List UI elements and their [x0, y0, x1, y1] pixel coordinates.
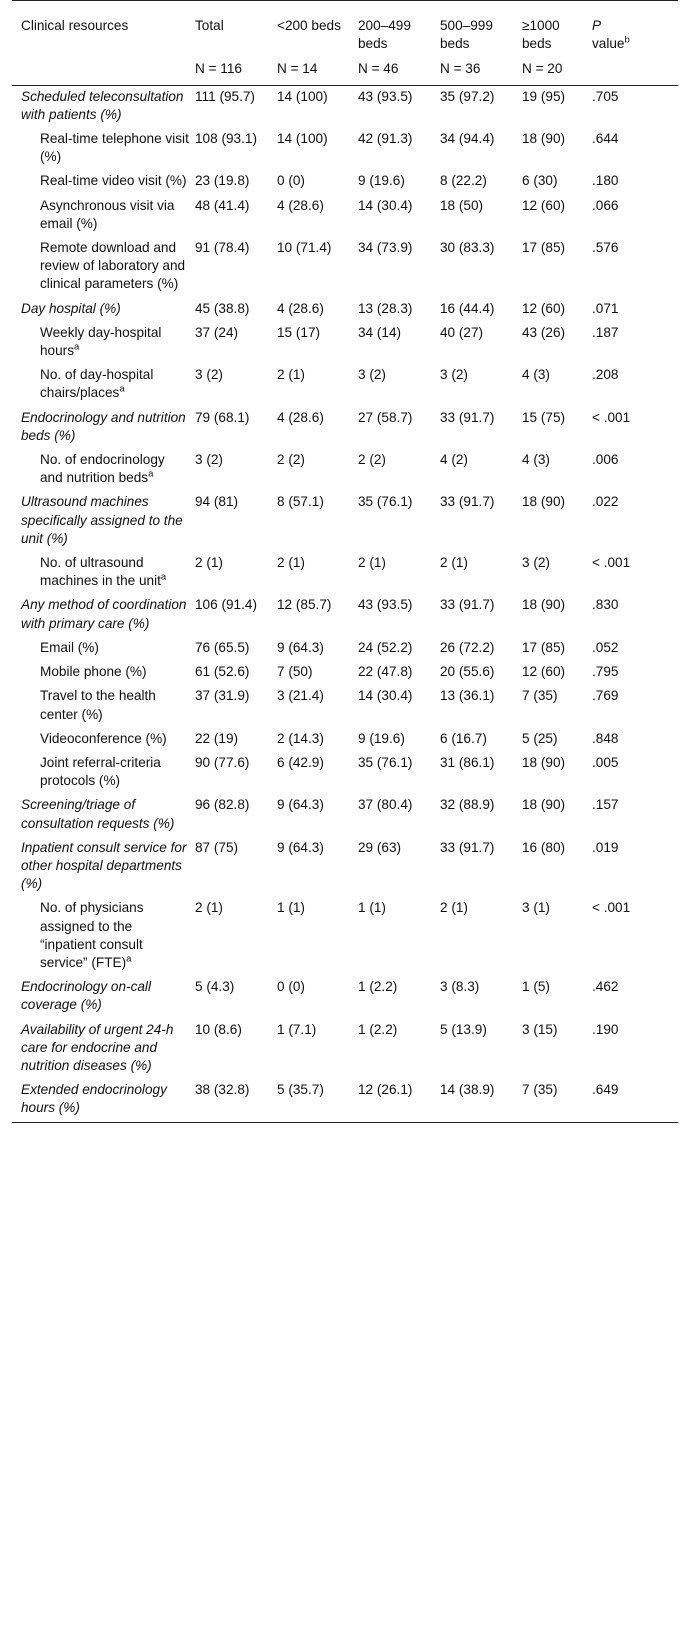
row-label: Weekly day-hospital hours [40, 324, 162, 359]
cell-p-value: .180 [592, 173, 619, 189]
cell-p-value: .157 [592, 797, 619, 813]
cell-total: 61 (52.6) [195, 664, 250, 680]
row-label-cell [12, 85, 195, 128]
row-label-cell [12, 794, 195, 836]
cell-p-value: .005 [592, 754, 619, 770]
cell-total: 111 (95.7) [195, 88, 255, 104]
cell-ge1000-beds: 17 (85) [522, 240, 566, 256]
cell-p-value: .019 [592, 839, 619, 855]
cell-500-999-beds: 3 (2) [440, 367, 468, 383]
cell-200-499-beds: 1 (1) [358, 900, 386, 916]
cell-200-499-beds: 14 (30.4) [358, 197, 413, 213]
row-label: Scheduled teleconsultation with patients (%) [21, 88, 184, 122]
cell-total: 94 (81) [195, 494, 239, 510]
row-label: Mobile phone (%) [40, 664, 147, 680]
cell-ge1000-beds: 12 (60) [522, 664, 566, 680]
cell-total: 2 (1) [195, 900, 223, 916]
table-row [12, 128, 678, 170]
cell-200-499-beds: 14 (30.4) [358, 688, 413, 704]
cell-200-499-beds: 1 (2.2) [358, 1021, 398, 1037]
row-label: Joint referral-criteria protocols (%) [40, 754, 161, 789]
header-value-word: value [592, 36, 625, 52]
row-label-cell [12, 449, 195, 491]
row-label-cell [12, 195, 195, 237]
cell-total: 3 (2) [195, 367, 223, 383]
cell-500-999-beds: 26 (72.2) [440, 639, 495, 655]
cell-500-999-beds: 32 (88.9) [440, 797, 495, 813]
row-label-cell [12, 298, 195, 322]
cell-ge1000-beds: 18 (90) [522, 597, 566, 613]
row-label: Real-time video visit (%) [40, 173, 187, 189]
header-row [12, 1, 678, 61]
cell-200-499-beds: 42 (91.3) [358, 131, 413, 147]
cell-200-499-beds: 34 (14) [358, 324, 402, 340]
row-label-cell [12, 552, 195, 594]
row-label-cell [12, 364, 195, 406]
row-label: Videoconference (%) [40, 730, 167, 746]
cell-500-999-beds: 4 (2) [440, 452, 468, 468]
cell-total: 96 (82.8) [195, 797, 250, 813]
row-label: Availability of urgent 24-h care for endocrine and nutrition diseases (%) [21, 1021, 174, 1073]
cell-lt200-beds: 9 (64.3) [277, 639, 324, 655]
row-label: Endocrinology and nutrition beds (%) [21, 409, 186, 443]
table-row [12, 728, 678, 752]
table-row [12, 298, 678, 322]
row-label-cell [12, 728, 195, 752]
n-total: N = 116 [195, 61, 242, 77]
cell-lt200-beds: 10 (71.4) [277, 240, 332, 256]
cell-500-999-beds: 13 (36.1) [440, 688, 495, 704]
cell-500-999-beds: 33 (91.7) [440, 597, 495, 613]
row-label: Day hospital (%) [21, 300, 121, 316]
row-footnote-marker: a [126, 953, 132, 965]
row-label: Inpatient consult service for other hospital departments (%) [21, 839, 187, 892]
cell-200-499-beds: 35 (76.1) [358, 494, 413, 510]
cell-200-499-beds: 3 (2) [358, 367, 386, 383]
cell-p-value: .052 [592, 639, 619, 655]
row-label-cell [12, 637, 195, 661]
cell-lt200-beds: 2 (2) [277, 452, 305, 468]
table-row [12, 976, 678, 1018]
cell-ge1000-beds: 4 (3) [522, 452, 550, 468]
row-label: No. of endocrinology and nutrition beds [40, 452, 165, 486]
row-label: Screening/triage of consultation requests (%) [21, 797, 175, 831]
row-label: Real-time telephone visit (%) [40, 131, 189, 165]
cell-lt200-beds: 4 (28.6) [277, 197, 324, 213]
table-row [12, 85, 678, 128]
cell-200-499-beds: 27 (58.7) [358, 409, 413, 425]
cell-p-value: .190 [592, 1021, 619, 1037]
cell-total: 38 (32.8) [195, 1082, 250, 1098]
cell-200-499-beds: 13 (28.3) [358, 300, 413, 316]
n-ge1000: N = 20 [522, 61, 563, 77]
cell-p-value: < .001 [592, 409, 631, 425]
cell-lt200-beds: 2 (1) [277, 555, 305, 571]
cell-ge1000-beds: 12 (60) [522, 300, 566, 316]
cell-200-499-beds: 1 (2.2) [358, 979, 398, 995]
row-label: No. of physicians assigned to the “inpatient consult service” (FTE) [40, 900, 144, 970]
cell-p-value: .006 [592, 452, 619, 468]
cell-lt200-beds: 1 (7.1) [277, 1021, 317, 1037]
row-label-cell [12, 752, 195, 794]
cell-ge1000-beds: 16 (80) [522, 839, 566, 855]
table-row [12, 661, 678, 685]
cell-p-value: < .001 [592, 900, 631, 916]
row-label: No. of day-hospital chairs/places [40, 367, 154, 401]
cell-p-value: .769 [592, 688, 619, 704]
cell-500-999-beds: 3 (8.3) [440, 979, 480, 995]
header-total: Total [195, 18, 224, 33]
row-footnote-marker: a [74, 341, 80, 353]
cell-ge1000-beds: 18 (90) [522, 797, 566, 813]
cell-500-999-beds: 16 (44.4) [440, 300, 495, 316]
cell-ge1000-beds: 4 (3) [522, 367, 550, 383]
cell-200-499-beds: 34 (73.9) [358, 240, 413, 256]
cell-lt200-beds: 9 (64.3) [277, 839, 324, 855]
cell-ge1000-beds: 3 (1) [522, 900, 550, 916]
n-lt200: N = 14 [277, 61, 318, 77]
cell-p-value: .830 [592, 597, 619, 613]
n-500-999: N = 36 [440, 61, 481, 77]
cell-200-499-beds: 37 (80.4) [358, 797, 413, 813]
cell-200-499-beds: 2 (1) [358, 555, 386, 571]
cell-total: 23 (19.8) [195, 173, 250, 189]
cell-lt200-beds: 9 (64.3) [277, 797, 324, 813]
n-empty-p [592, 60, 678, 85]
table-body [12, 85, 678, 1122]
cell-200-499-beds: 2 (2) [358, 452, 386, 468]
cell-500-999-beds: 2 (1) [440, 555, 468, 571]
header-500-999-beds: 500–999 beds [440, 18, 493, 52]
cell-p-value: .705 [592, 88, 619, 104]
row-label-cell [12, 407, 195, 449]
row-label-cell [12, 685, 195, 727]
row-label: Extended endocrinology hours (%) [21, 1082, 167, 1116]
cell-total: 76 (65.5) [195, 639, 250, 655]
cell-lt200-beds: 4 (28.6) [277, 409, 324, 425]
cell-total: 45 (38.8) [195, 300, 250, 316]
cell-ge1000-beds: 3 (15) [522, 1021, 558, 1037]
cell-ge1000-beds: 18 (90) [522, 494, 566, 510]
table-row [12, 837, 678, 898]
clinical-resources-table-container [12, 0, 678, 1123]
cell-total: 79 (68.1) [195, 409, 250, 425]
row-label: Ultrasound machines specifically assigned to the unit (%) [21, 494, 183, 546]
cell-500-999-beds: 31 (86.1) [440, 754, 495, 770]
row-label-cell [12, 594, 195, 636]
cell-p-value: .022 [592, 494, 619, 510]
header-clinical-resources: Clinical resources [21, 18, 129, 33]
cell-total: 2 (1) [195, 555, 223, 571]
cell-lt200-beds: 7 (50) [277, 664, 313, 680]
cell-lt200-beds: 0 (0) [277, 979, 305, 995]
cell-lt200-beds: 15 (17) [277, 324, 321, 340]
cell-200-499-beds: 24 (52.2) [358, 639, 413, 655]
cell-ge1000-beds: 17 (85) [522, 639, 566, 655]
row-label-cell [12, 976, 195, 1018]
table-row [12, 637, 678, 661]
row-label-cell [12, 491, 195, 552]
header-200-499-beds: 200–499 beds [358, 18, 411, 52]
cell-200-499-beds: 35 (76.1) [358, 754, 413, 770]
row-label-cell [12, 322, 195, 364]
table-row [12, 1079, 678, 1122]
cell-p-value: .848 [592, 730, 619, 746]
cell-lt200-beds: 1 (1) [277, 900, 305, 916]
cell-total: 90 (77.6) [195, 754, 250, 770]
row-label-cell [12, 661, 195, 685]
cell-ge1000-beds: 15 (75) [522, 409, 566, 425]
row-label: Any method of coordination with primary care (%) [21, 597, 187, 631]
row-label: Remote download and review of laboratory and clinical parameters (%) [40, 240, 186, 292]
table-row [12, 594, 678, 636]
cell-p-value: .462 [592, 979, 619, 995]
cell-lt200-beds: 5 (35.7) [277, 1082, 324, 1098]
cell-ge1000-beds: 6 (30) [522, 173, 558, 189]
cell-p-value: .187 [592, 324, 619, 340]
table-row [12, 237, 678, 298]
cell-total: 37 (24) [195, 324, 239, 340]
table-row [12, 364, 678, 406]
row-label: Travel to the health center (%) [40, 688, 156, 722]
row-label-cell [12, 897, 195, 976]
cell-500-999-beds: 34 (94.4) [440, 131, 495, 147]
row-label: Endocrinology on-call coverage (%) [21, 979, 151, 1013]
n-empty-label [12, 60, 195, 85]
cell-ge1000-beds: 12 (60) [522, 197, 566, 213]
row-label-cell [12, 1079, 195, 1122]
cell-ge1000-beds: 1 (5) [522, 979, 550, 995]
cell-lt200-beds: 14 (100) [277, 131, 328, 147]
table-row [12, 195, 678, 237]
cell-200-499-beds: 12 (26.1) [358, 1082, 413, 1098]
header-lt200-beds: <200 beds [277, 18, 341, 33]
table-row [12, 794, 678, 836]
cell-p-value: .649 [592, 1082, 619, 1098]
cell-200-499-beds: 43 (93.5) [358, 597, 413, 613]
cell-200-499-beds: 29 (63) [358, 839, 402, 855]
cell-200-499-beds: 43 (93.5) [358, 88, 413, 104]
row-label-cell [12, 837, 195, 898]
row-footnote-marker: a [160, 571, 167, 583]
row-label: No. of ultrasound machines in the unit [40, 555, 161, 589]
cell-200-499-beds: 9 (19.6) [358, 173, 405, 189]
cell-ge1000-beds: 19 (95) [522, 88, 566, 104]
cell-total: 106 (91.4) [195, 597, 257, 613]
cell-p-value: .071 [592, 300, 619, 316]
table-row [12, 1019, 678, 1080]
cell-total: 91 (78.4) [195, 240, 250, 256]
cell-ge1000-beds: 7 (35) [522, 688, 558, 704]
cell-total: 87 (75) [195, 839, 239, 855]
cell-500-999-beds: 33 (91.7) [440, 409, 495, 425]
n-200-499: N = 46 [358, 61, 399, 77]
table-row [12, 170, 678, 194]
row-label-cell [12, 237, 195, 298]
header-ge1000-beds: ≥1000 beds [522, 18, 560, 52]
n-row [12, 60, 678, 85]
cell-200-499-beds: 9 (19.6) [358, 730, 405, 746]
cell-lt200-beds: 8 (57.1) [277, 494, 324, 510]
cell-lt200-beds: 4 (28.6) [277, 300, 324, 316]
header-footnote-b: b [624, 34, 630, 46]
cell-total: 37 (31.9) [195, 688, 250, 704]
cell-500-999-beds: 20 (55.6) [440, 664, 495, 680]
cell-lt200-beds: 2 (14.3) [277, 730, 324, 746]
table-row [12, 552, 678, 594]
cell-lt200-beds: 12 (85.7) [277, 597, 332, 613]
cell-p-value: .066 [592, 197, 619, 213]
cell-500-999-beds: 30 (83.3) [440, 240, 495, 256]
cell-lt200-beds: 0 (0) [277, 173, 305, 189]
cell-ge1000-beds: 18 (90) [522, 754, 566, 770]
cell-total: 48 (41.4) [195, 197, 250, 213]
cell-p-value: .644 [592, 131, 619, 147]
header-p-value [592, 1, 678, 61]
row-footnote-marker: a [148, 468, 154, 480]
cell-total: 22 (19) [195, 730, 239, 746]
table-row [12, 322, 678, 364]
table-row [12, 685, 678, 727]
cell-p-value: < .001 [592, 555, 631, 571]
cell-ge1000-beds: 7 (35) [522, 1082, 558, 1098]
cell-500-999-beds: 33 (91.7) [440, 839, 495, 855]
header-p-letter: P [592, 18, 602, 33]
row-label-cell [12, 128, 195, 170]
cell-lt200-beds: 6 (42.9) [277, 754, 324, 770]
cell-ge1000-beds: 18 (90) [522, 131, 566, 147]
row-label-cell [12, 170, 195, 194]
cell-p-value: .208 [592, 367, 619, 383]
cell-ge1000-beds: 43 (26) [522, 324, 566, 340]
cell-ge1000-beds: 3 (2) [522, 555, 550, 571]
cell-500-999-beds: 40 (27) [440, 324, 484, 340]
table-header [12, 1, 678, 86]
row-label: Email (%) [40, 639, 99, 655]
table-row [12, 752, 678, 794]
cell-500-999-beds: 14 (38.9) [440, 1082, 495, 1098]
row-footnote-marker: a [119, 383, 125, 395]
cell-500-999-beds: 5 (13.9) [440, 1021, 487, 1037]
table-row [12, 897, 678, 976]
cell-p-value: .576 [592, 240, 619, 256]
cell-total: 5 (4.3) [195, 979, 235, 995]
cell-lt200-beds: 14 (100) [277, 88, 328, 104]
cell-500-999-beds: 2 (1) [440, 900, 468, 916]
cell-lt200-beds: 3 (21.4) [277, 688, 324, 704]
cell-total: 10 (8.6) [195, 1021, 242, 1037]
cell-total: 3 (2) [195, 452, 223, 468]
cell-500-999-beds: 18 (50) [440, 197, 484, 213]
cell-500-999-beds: 33 (91.7) [440, 494, 495, 510]
clinical-resources-table [12, 0, 678, 1123]
cell-p-value: .795 [592, 664, 619, 680]
cell-lt200-beds: 2 (1) [277, 367, 305, 383]
table-row [12, 407, 678, 449]
row-label-cell [12, 1019, 195, 1080]
row-label: Asynchronous visit via email (%) [40, 197, 175, 231]
cell-500-999-beds: 35 (97.2) [440, 88, 495, 104]
table-row [12, 491, 678, 552]
cell-200-499-beds: 22 (47.8) [358, 664, 413, 680]
cell-ge1000-beds: 5 (25) [522, 730, 558, 746]
cell-500-999-beds: 6 (16.7) [440, 730, 487, 746]
cell-500-999-beds: 8 (22.2) [440, 173, 487, 189]
cell-total: 108 (93.1) [195, 131, 257, 147]
table-row [12, 449, 678, 491]
